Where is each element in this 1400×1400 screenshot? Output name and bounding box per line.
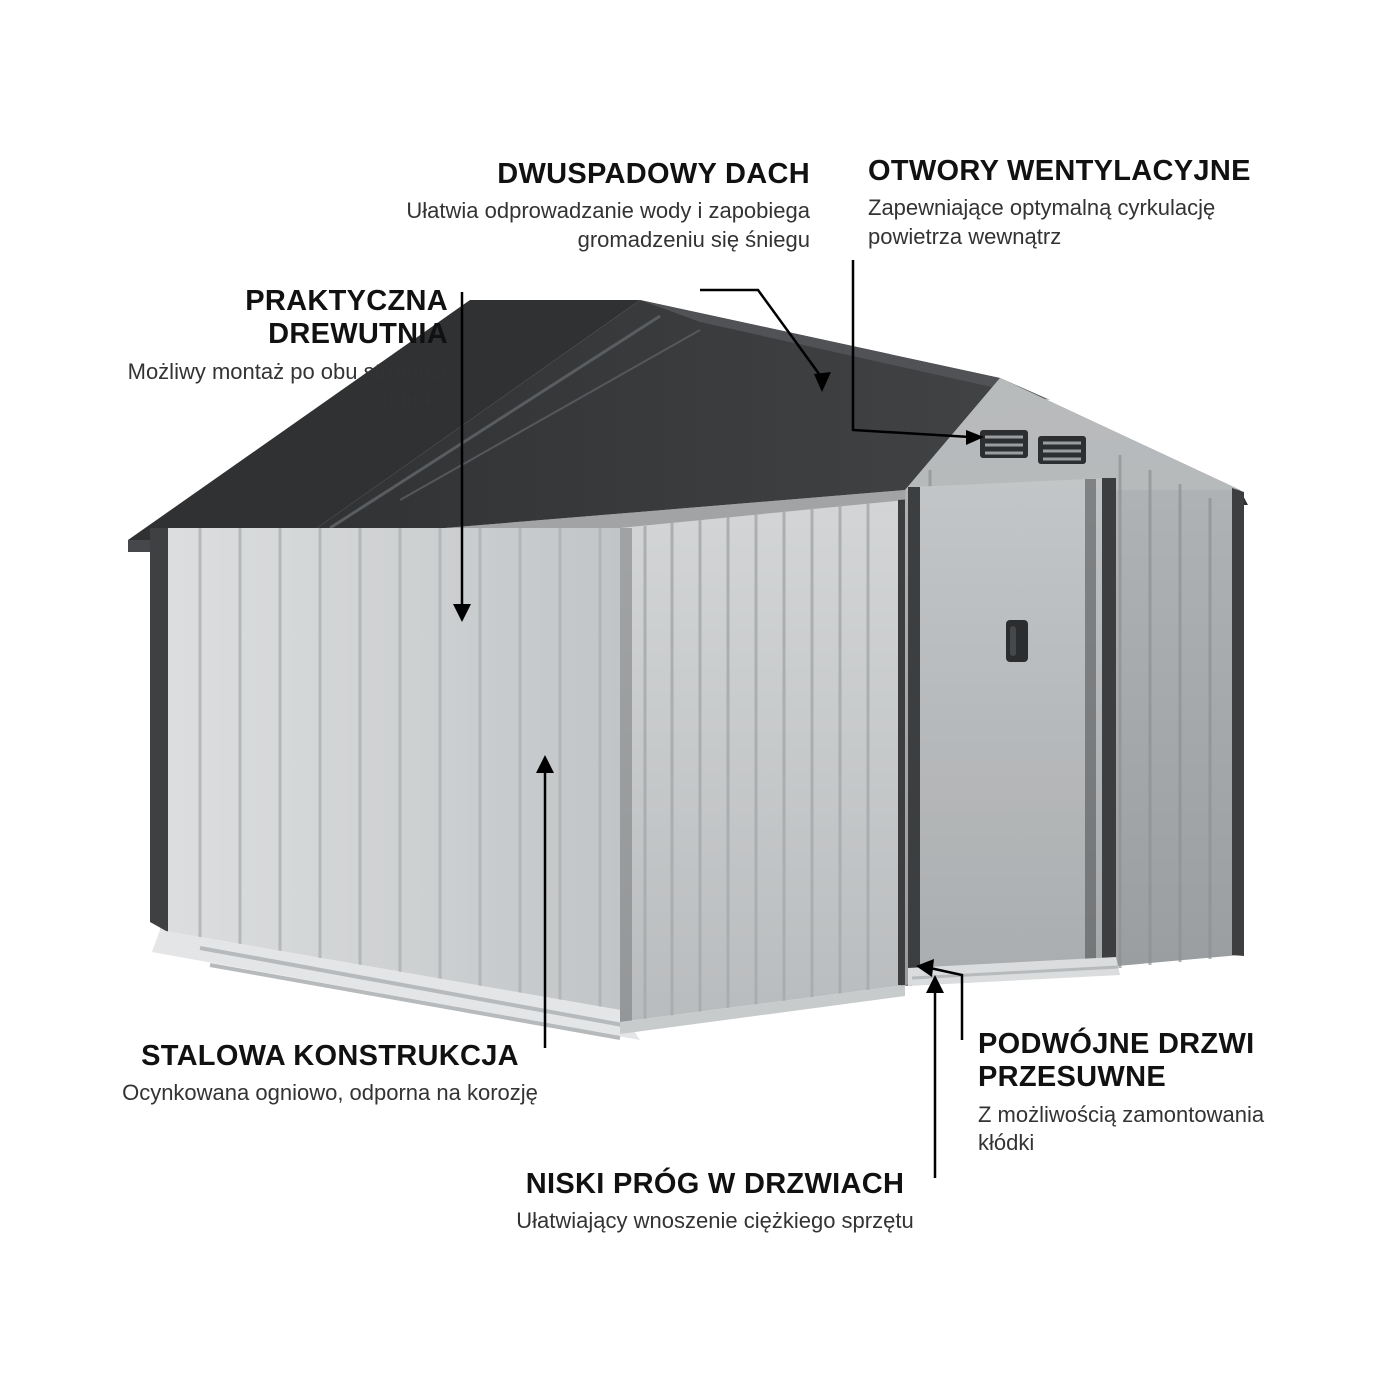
callout-doors-title: PODWÓJNE DRZWI PRZESUWNE	[978, 1028, 1255, 1094]
sliding-doors[interactable]	[908, 478, 1116, 980]
door-handle[interactable]	[1006, 620, 1028, 662]
callout-woodshed	[120, 285, 448, 415]
callout-threshold	[500, 1168, 930, 1236]
callout-doors	[978, 1028, 1298, 1158]
callout-vents-title: OTWORY WENTYLACYJNE	[868, 155, 1251, 187]
callout-woodshed-desc: Możliwy montaż po obu stronach domku	[127, 358, 448, 413]
callout-steel-desc: Ocynkowana ogniowo, odporna na korozję	[122, 1080, 538, 1106]
callout-vents	[868, 155, 1288, 252]
callout-roof	[400, 158, 810, 255]
side-wall	[620, 499, 912, 1022]
callout-threshold-desc: Ułatwiający wnoszenie ciężkiego sprzętu	[516, 1208, 914, 1234]
callout-steel-title: STALOWA KONSTRUKCJA	[141, 1040, 519, 1072]
callout-doors-desc: Z możliwością zamontowania kłódki	[978, 1101, 1265, 1156]
callout-roof-title: DWUSPADOWY DACH	[497, 158, 810, 190]
callout-roof-desc: Ułatwia odprowadzanie wody i zapobiega gromadzeniu się śniegu	[406, 198, 810, 252]
woodshed-bay	[150, 528, 640, 1040]
callout-woodshed-title: PRAKTYCZNA DREWUTNIA	[245, 285, 448, 351]
callout-threshold-title: NISKI PRÓG W DRZWIACH	[525, 1168, 905, 1200]
callout-steel	[110, 1040, 550, 1108]
callout-vents-desc: Zapewniające optymalną cyrkulację powietrza wewnątrz	[868, 195, 1216, 249]
